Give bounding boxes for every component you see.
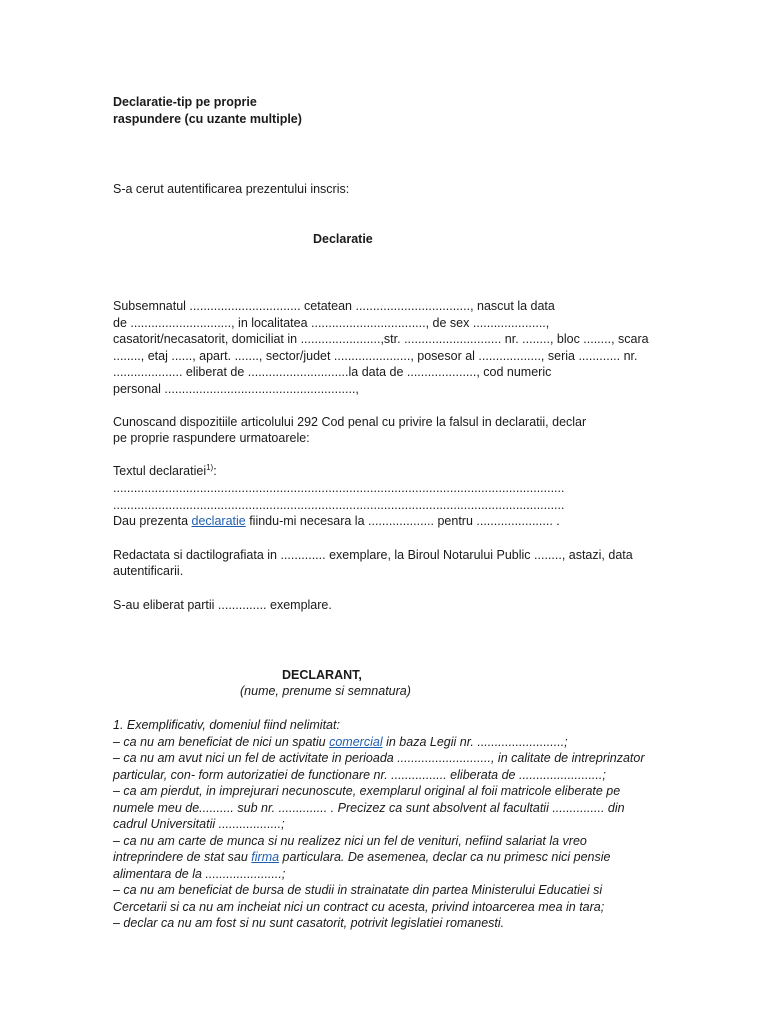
- declaration-text-label-colon: :: [213, 464, 217, 478]
- legal-line-1: Cunoscand dispozitiile articolului 292 Cod penal cu privire la falsul in declaratii, declar: [113, 415, 587, 429]
- footnote-item-3-line-2: numele meu de.......... sub nr. .............. . Precizez ca sunt absolvent al facultatii ............... din: [113, 801, 625, 815]
- purpose-text-b: fiindu-mi necesara la ................... pentru ...................... .: [245, 514, 560, 528]
- identity-line-5: .................... eliberat de .............................la data de ...................., cod numeric: [113, 365, 552, 379]
- identity-line-3: casatorit/necasatorit, domiciliat in .......................,str. ............................ nr. ........, bloc ........, scara: [113, 332, 649, 346]
- identity-line-4: ........, etaj ......, apart. ......., sector/judet ......................, posesor al .................., seria ............ nr.: [113, 349, 638, 363]
- footnote-marker: 1): [206, 463, 214, 472]
- intro-text: S-a cerut autentificarea prezentului inscris:: [113, 182, 350, 196]
- footnote-item-2-line-1: – ca nu am avut nici un fel de activitate in perioada ..........................., in calitate de intreprinzator: [113, 751, 645, 765]
- legal-line-2: pe proprie raspundere urmatoarele:: [113, 431, 310, 445]
- declaration-text-label: [113, 463, 217, 479]
- identity-line-2: de ............................., in localitatea ................................., de sex .....................,: [113, 316, 550, 330]
- firma-link[interactable]: firma: [251, 850, 280, 864]
- copies-line-2: autentificarii.: [113, 564, 184, 578]
- declarant-label: DECLARANT,: [282, 668, 362, 682]
- footnote-item-4-line-2: [113, 849, 610, 865]
- purpose-line: [113, 513, 560, 529]
- declaratie-link[interactable]: declaratie: [191, 514, 246, 528]
- purpose-text-a: Dau prezenta: [113, 514, 192, 528]
- footnote-item-2-line-2: particular, con- form autorizatiei de functionare nr. ................ eliberata de ........................;: [113, 768, 606, 782]
- comercial-link[interactable]: comercial: [329, 735, 383, 749]
- identity-line-1: Subsemnatul ................................ cetatean ................................., nascut la data: [113, 299, 555, 313]
- footnote-title: 1. Exemplificativ, domeniul fiind nelimitat:: [113, 718, 340, 732]
- footnote-item-4-line-3: alimentara de la ......................;: [113, 867, 286, 881]
- footnote-item-6: – declar ca nu am fost si nu sunt casatorit, potrivit legislatiei romanesti.: [113, 916, 505, 930]
- footnote-item-3-line-1: – ca am pierdut, in imprejurari necunoscute, exemplarul original al foii matricole eliberate pe: [113, 784, 621, 798]
- footnote-item-5-line-2: Cercetarii si ca nu am incheiat nici un contract cu acesta, privind intoarcerea mea in tara;: [113, 900, 605, 914]
- footnote-item-1: [113, 734, 568, 750]
- footnote-item-4-line-2-a: intreprindere de stat sau: [113, 850, 252, 864]
- footnote-item-5-line-1: – ca nu am beneficiat de bursa de studii in strainatate din partea Ministerului Educatiei si: [113, 883, 603, 897]
- declaration-text-label-main: Textul declaratiei: [113, 464, 207, 478]
- issued-copies-line: S-au eliberat partii .............. exemplare.: [113, 598, 332, 612]
- doc-title-line-1: Declaratie-tip pe proprie: [113, 95, 257, 109]
- footnote-item-1-a: – ca nu am beneficiat de nici un spatiu: [113, 735, 330, 749]
- doc-title-line-2: raspundere (cu uzante multiple): [113, 112, 302, 126]
- declarant-signature-note: (nume, prenume si semnatura): [240, 684, 411, 698]
- footnote-item-3-line-3: cadrul Universitatii ..................;: [113, 817, 285, 831]
- footnote-item-4-line-2-b: particulara. De asemenea, declar ca nu primesc nici pensie: [279, 850, 611, 864]
- declaration-dots-2: ..................................................................................................................................: [113, 498, 565, 512]
- declaration-dots-1: ..................................................................................................................................: [113, 481, 565, 495]
- identity-line-6: personal .......................................................,: [113, 382, 359, 396]
- copies-line-1: Redactata si dactilografiata in ............. exemplare, la Biroul Notarului Public ........, astazi, data: [113, 548, 633, 562]
- footnote-item-1-b: in baza Legii nr. .........................;: [382, 735, 568, 749]
- declaration-heading: Declaratie: [313, 232, 373, 246]
- footnote-item-4-line-1: – ca nu am carte de munca si nu realizez nici un fel de venituri, nefiind salariat la vreo: [113, 834, 587, 848]
